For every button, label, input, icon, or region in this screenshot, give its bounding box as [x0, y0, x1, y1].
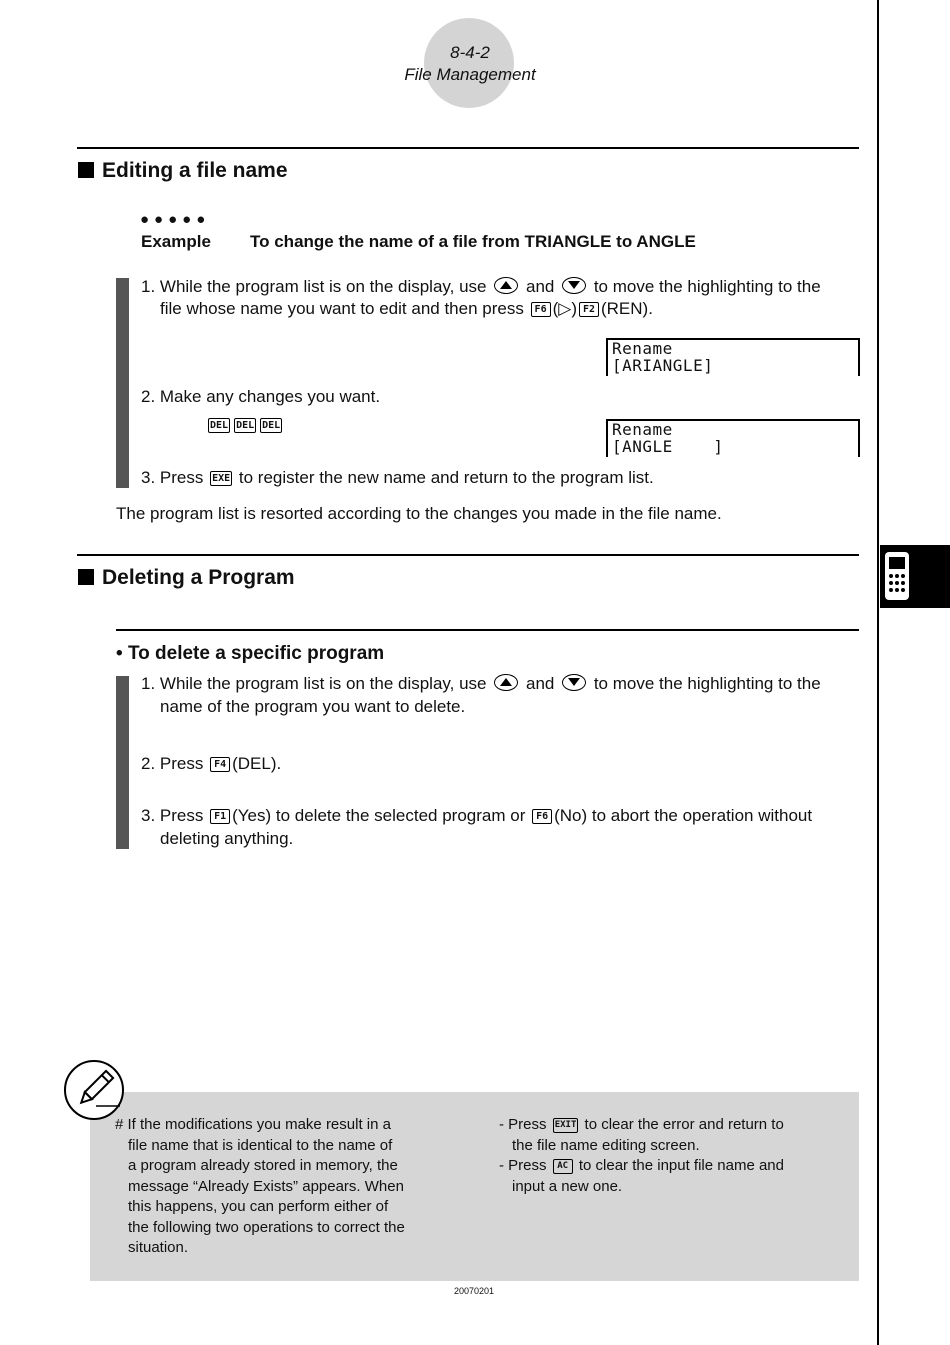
right-margin-rule	[877, 0, 879, 1345]
down-arrow-key-icon	[562, 277, 586, 294]
calculator-screen-2: Rename [ANGLE ]	[606, 419, 860, 457]
f1-key: F1	[210, 809, 230, 824]
example-text: To change the name of a file from TRIANGLE to ANGLE	[250, 232, 696, 251]
chapter-tab	[880, 545, 950, 608]
del-key: DEL	[210, 420, 229, 431]
chapter-title: File Management	[404, 65, 536, 84]
example-label: Example	[141, 232, 211, 251]
pencil-icon	[64, 1060, 124, 1120]
footer-code: 20070201	[453, 1286, 495, 1296]
f6-key: F6	[531, 302, 551, 317]
header-circle	[424, 18, 514, 108]
f4-key: F4	[210, 757, 230, 772]
exit-key: EXIT	[553, 1118, 579, 1133]
calculator-screen-1: Rename [ARIANGLE]	[606, 338, 860, 376]
del-key: DEL	[236, 420, 255, 431]
f6-key: F6	[532, 809, 552, 824]
step-bar	[116, 278, 129, 488]
step3-text: 3. Press EXE to register the new name and return to the program list.	[141, 468, 654, 487]
subsection-divider	[116, 629, 859, 631]
page-number: 8-4-2	[450, 43, 490, 62]
section-divider	[77, 147, 859, 149]
del-step1-line1: 1. While the program list is on the display, use and to move the highlighting to the	[141, 674, 821, 693]
del-key: DEL	[262, 420, 281, 431]
section-title-deleting: Deleting a Program	[78, 566, 295, 590]
del-step2: 2. Press F4 (DEL).	[141, 754, 282, 773]
note-right: - Press EXIT to clear the error and return to the file name editing screen. - Press AC to clear the input file name and input a new one.	[499, 1116, 784, 1195]
f2-key: F2	[579, 302, 599, 317]
resort-note: The program list is resorted according to the changes you made in the file name.	[116, 504, 722, 523]
section-title-editing: Editing a file name	[78, 159, 288, 183]
square-bullet-icon	[78, 569, 94, 585]
section-divider	[77, 554, 859, 556]
del-step1-line2: name of the program you want to delete.	[160, 697, 466, 716]
del-keys	[206, 417, 284, 435]
up-arrow-key-icon	[494, 674, 518, 691]
subsection-title: • To delete a specific program	[116, 643, 385, 664]
dots-icon: ●●●●●	[140, 211, 211, 228]
note-left: # If the modifications you make result in a file name that is identical to the name of a program already stored in memory, the message “Already Exists” appears. When this happens, you can perform either of the following two operations to correct the situation.	[115, 1116, 405, 1256]
ac-key: AC	[553, 1159, 573, 1174]
calculator-icon	[883, 551, 913, 603]
exe-key: EXE	[212, 473, 231, 484]
step2-text: 2. Make any changes you want.	[141, 387, 381, 406]
step1-line1: 1. While the program list is on the display, use and to move the highlighting to the	[141, 277, 821, 296]
square-bullet-icon	[78, 162, 94, 178]
up-arrow-key-icon	[494, 277, 518, 294]
step1-line2: file whose name you want to edit and then press F6 (▷) F2 (REN).	[160, 299, 653, 318]
del-step3-line2: deleting anything.	[160, 829, 294, 848]
step-bar	[116, 676, 129, 849]
down-arrow-key-icon	[562, 674, 586, 691]
del-step3-line1: 3. Press F1 (Yes) to delete the selected program or F6 (No) to abort the operation without	[141, 806, 813, 825]
